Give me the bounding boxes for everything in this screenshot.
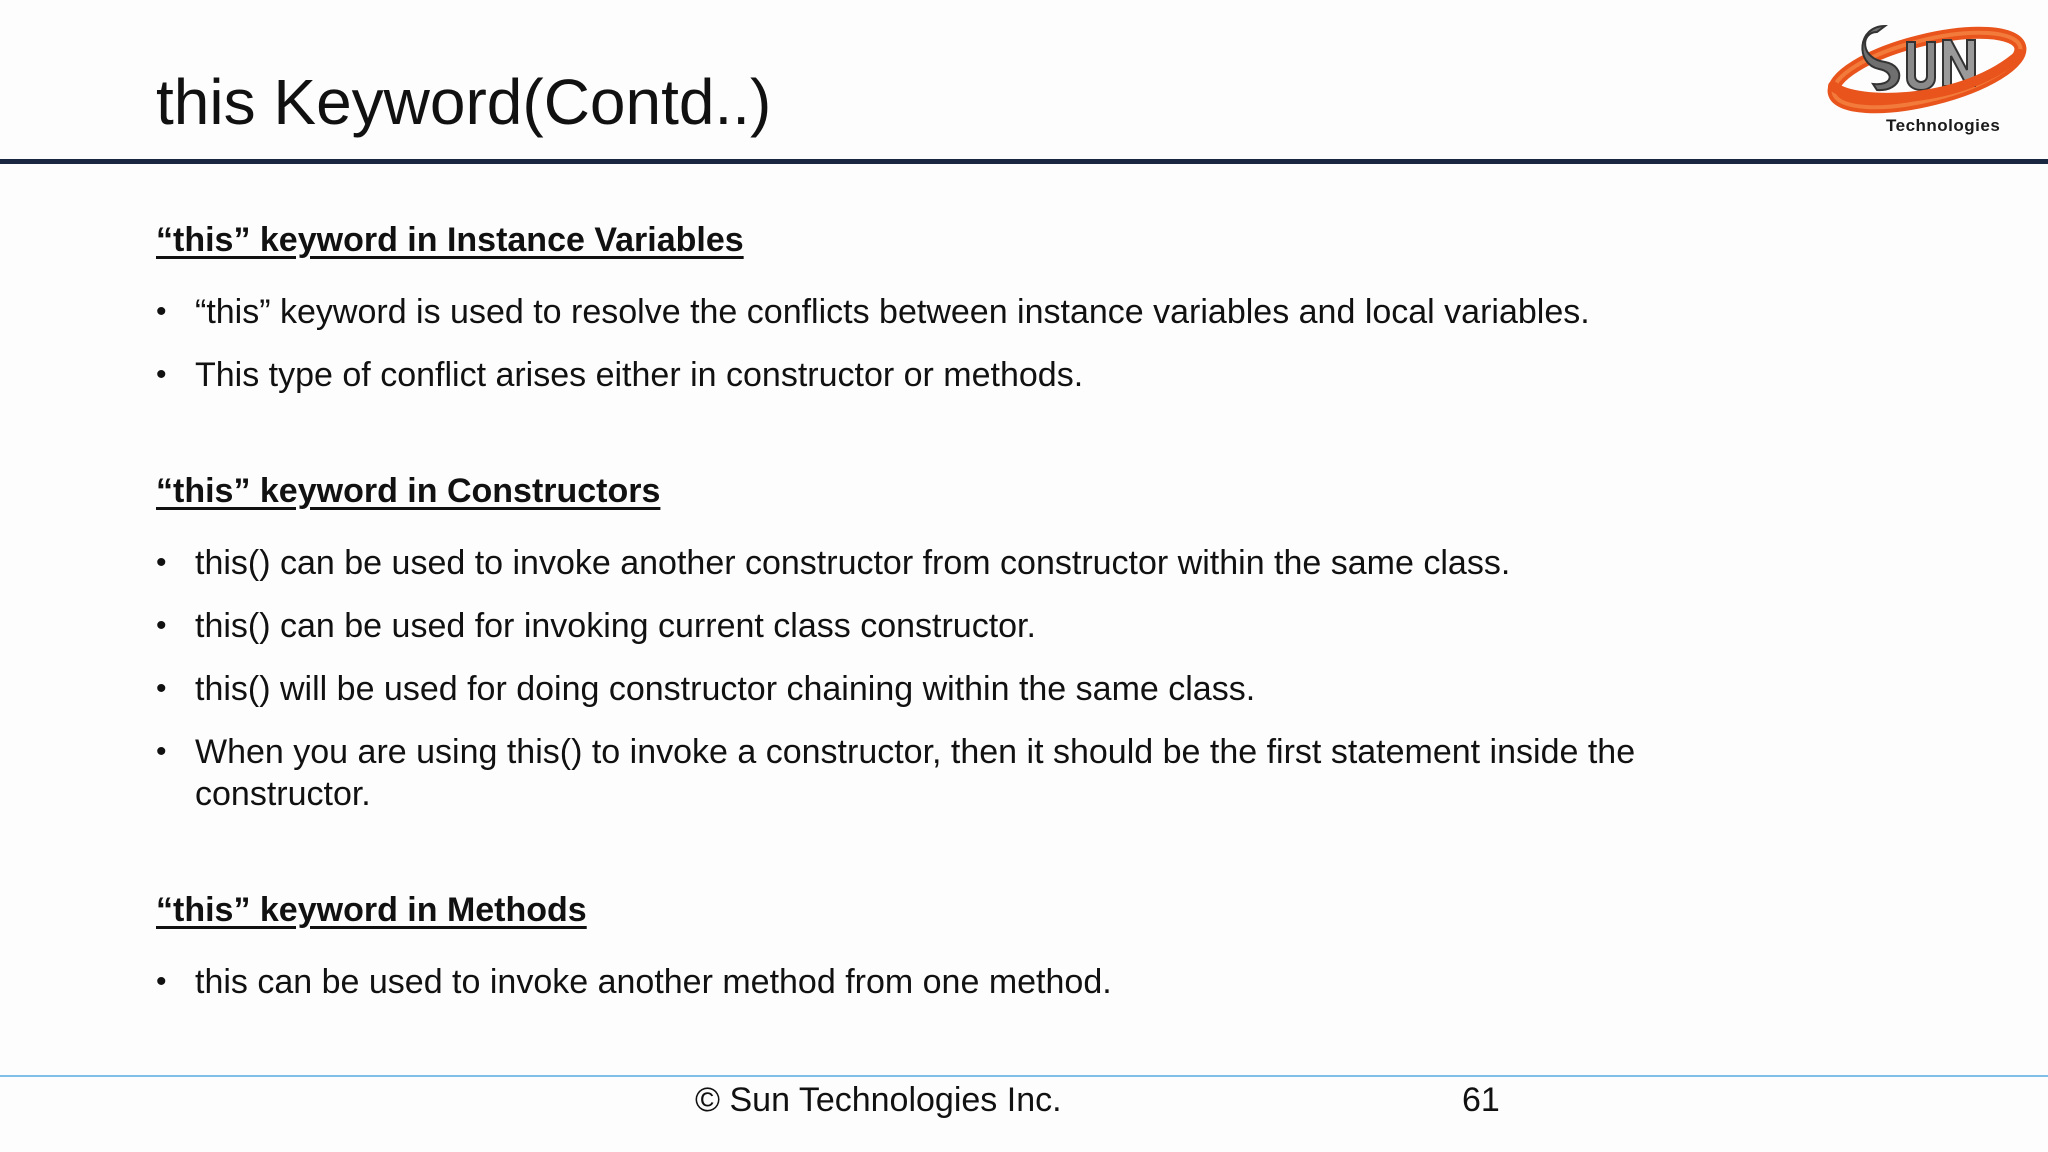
bullet-dot-icon: • <box>156 965 167 998</box>
bullet-item <box>156 668 1776 710</box>
section-methods <box>156 880 1776 1003</box>
title-divider <box>0 159 2048 164</box>
logo-caption: Technologies <box>1886 116 2001 135</box>
section-heading: “this” keyword in Constructors <box>156 472 661 510</box>
bullet-item <box>156 354 1776 396</box>
bullet-text: When you are using this() to invoke a constructor, then it should be the first statement inside the constructor. <box>195 733 1636 813</box>
bullet-text: This type of conflict arises either in constructor or methods. <box>195 356 1084 394</box>
slide-title: this Keyword(Contd..) <box>156 66 772 138</box>
bullet-item <box>156 731 1776 815</box>
slide-content <box>156 210 1776 1003</box>
footer-copyright: © Sun Technologies Inc. <box>695 1081 1062 1119</box>
bullet-text: “this” keyword is used to resolve the conflicts between instance variables and local variables. <box>195 293 1590 331</box>
section-heading: “this” keyword in Instance Variables <box>156 221 744 259</box>
bullet-list <box>156 542 1776 815</box>
bullet-list <box>156 291 1776 396</box>
bullet-list <box>156 961 1776 1003</box>
bullet-item <box>156 291 1776 333</box>
bullet-dot-icon: • <box>156 672 167 705</box>
bullet-text: this() can be used for invoking current class constructor. <box>195 607 1036 645</box>
bullet-dot-icon: • <box>156 295 167 328</box>
page-number: 61 <box>1462 1081 1500 1119</box>
section-instance-variables <box>156 210 1776 396</box>
footer-divider <box>0 1075 2048 1077</box>
bullet-item <box>156 961 1776 1003</box>
section-constructors <box>156 461 1776 815</box>
bullet-dot-icon: • <box>156 609 167 642</box>
bullet-text: this can be used to invoke another method from one method. <box>195 963 1112 1001</box>
bullet-text: this() can be used to invoke another constructor from constructor within the same class. <box>195 544 1511 582</box>
bullet-text: this() will be used for doing constructor chaining within the same class. <box>195 670 1256 708</box>
bullet-item <box>156 605 1776 647</box>
bullet-item <box>156 542 1776 584</box>
section-heading: “this” keyword in Methods <box>156 891 587 929</box>
bullet-dot-icon: • <box>156 358 167 391</box>
bullet-dot-icon: • <box>156 735 167 768</box>
bullet-dot-icon: • <box>156 546 167 579</box>
